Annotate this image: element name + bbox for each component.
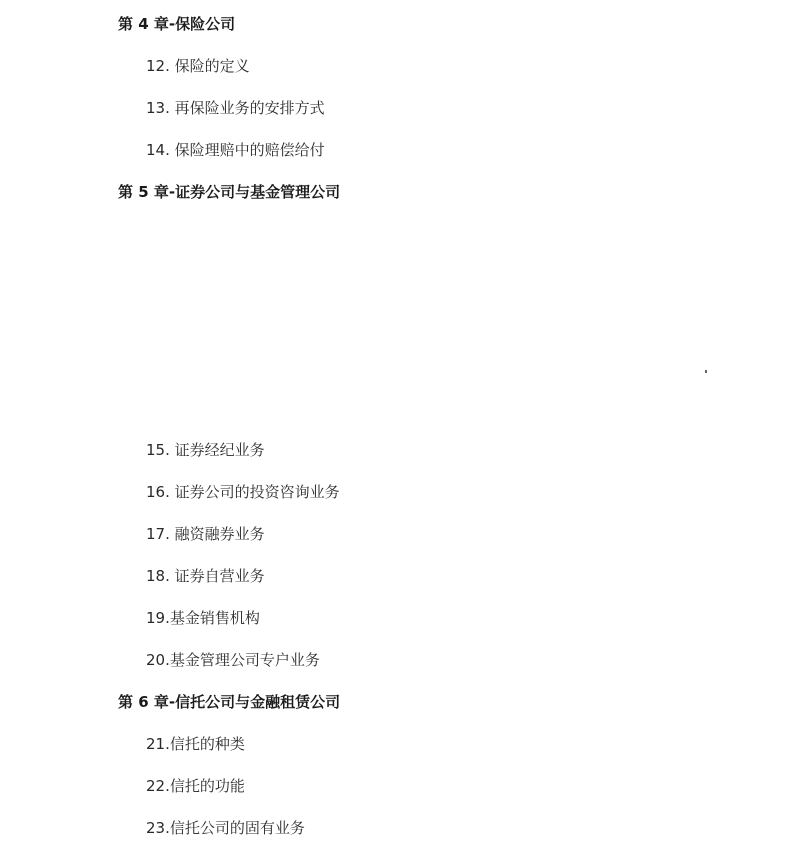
toc-item-21: 21.信托的种类 xyxy=(146,735,245,753)
toc-item-15: 15. 证券经纪业务 xyxy=(146,441,265,459)
toc-item-14: 14. 保险理赔中的赔偿给付 xyxy=(146,141,325,159)
toc-item-17: 17. 融资融券业务 xyxy=(146,525,265,543)
toc-item-18: 18. 证券自营业务 xyxy=(146,567,265,585)
toc-item-20: 20.基金管理公司专户业务 xyxy=(146,651,320,669)
chapter-4-heading: 第 4 章-保险公司 xyxy=(118,15,236,33)
toc-item-12: 12. 保险的定义 xyxy=(146,57,250,75)
toc-item-19: 19.基金销售机构 xyxy=(146,609,260,627)
toc-item-23: 23.信托公司的固有业务 xyxy=(146,819,305,837)
stray-dot-mark xyxy=(705,370,707,373)
chapter-5-heading: 第 5 章-证券公司与基金管理公司 xyxy=(118,183,341,201)
toc-item-13: 13. 再保险业务的安排方式 xyxy=(146,99,325,117)
chapter-6-heading: 第 6 章-信托公司与金融租赁公司 xyxy=(118,693,341,711)
toc-item-16: 16. 证券公司的投资咨询业务 xyxy=(146,483,340,501)
toc-item-22: 22.信托的功能 xyxy=(146,777,245,795)
